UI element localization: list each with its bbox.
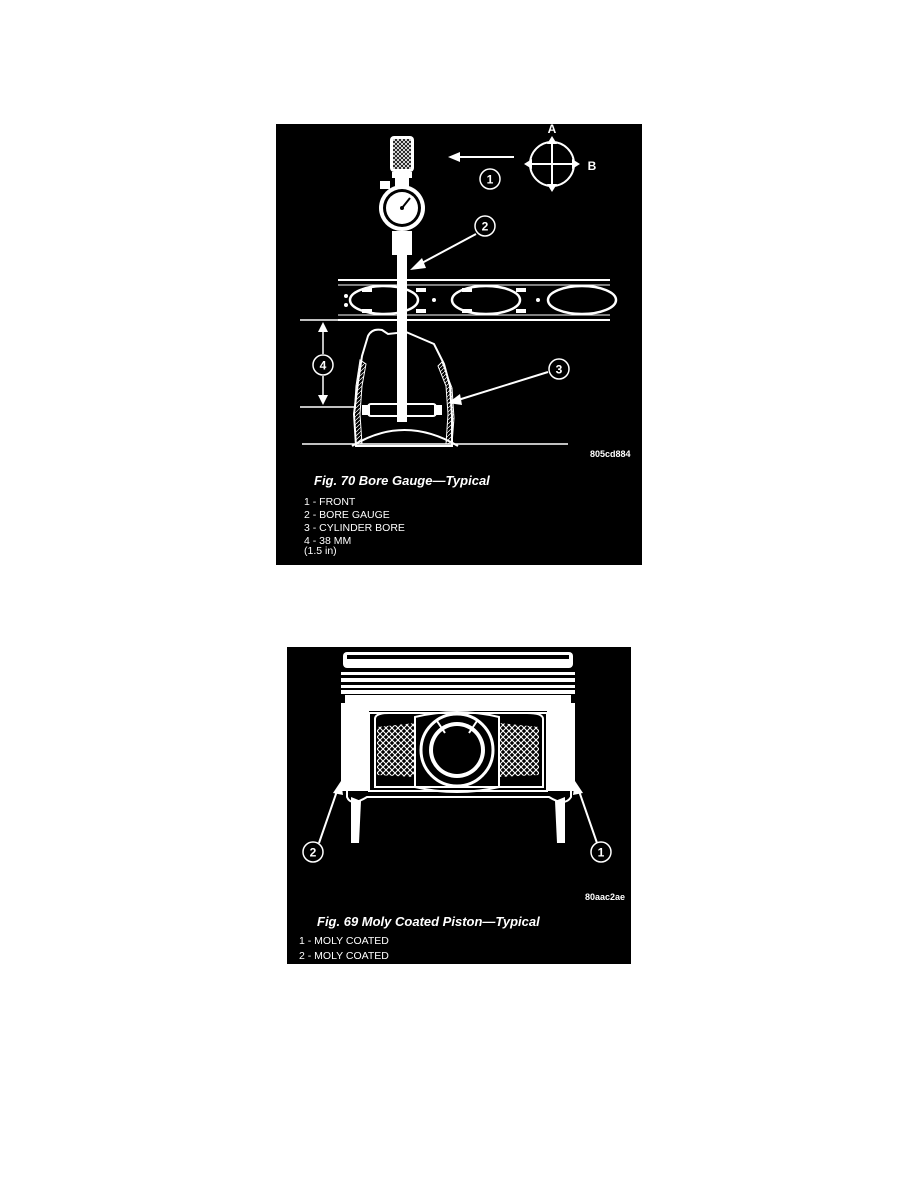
legend-item: 1 - FRONT bbox=[304, 496, 356, 508]
direction-compass bbox=[524, 124, 597, 192]
figure-legend bbox=[299, 934, 389, 964]
figure-legend bbox=[304, 496, 405, 558]
figure-moly-piston bbox=[287, 647, 631, 964]
callout-3-label: 3 bbox=[555, 362, 563, 377]
compass-label-b: B bbox=[587, 159, 597, 173]
front-arrow bbox=[448, 152, 514, 162]
callout-1-label: 1 bbox=[597, 845, 605, 860]
cylinder-block-deck bbox=[338, 280, 616, 320]
callout-1-leader bbox=[573, 781, 597, 843]
callout-2-leader bbox=[319, 781, 343, 843]
figure-code: 80aac2ae bbox=[585, 892, 626, 902]
callout-2-label: 2 bbox=[481, 219, 489, 234]
moly-coating-left bbox=[341, 711, 369, 791]
callout-2-label: 2 bbox=[309, 845, 317, 860]
figure-bore-gauge bbox=[276, 124, 642, 565]
piston-skirt bbox=[341, 703, 575, 843]
dimension-marker bbox=[300, 320, 356, 407]
legend-item: 3 - CYLINDER BORE bbox=[304, 522, 405, 534]
compass-label-a: A bbox=[547, 124, 557, 136]
legend-item: 2 - MOLY COATED bbox=[299, 950, 389, 962]
legend-item: (1.5 in) bbox=[304, 545, 337, 557]
cylinder-bore-section bbox=[302, 320, 568, 446]
moly-coating-right bbox=[547, 711, 575, 791]
legend-item: 1 - MOLY COATED bbox=[299, 935, 389, 947]
legend-item: 4 - 38 MM bbox=[304, 535, 352, 547]
figure-caption: Fig. 69 Moly Coated Piston—Typical bbox=[317, 914, 540, 929]
figure-caption: Fig. 70 Bore Gauge—Typical bbox=[314, 473, 490, 488]
callout-3-arrow bbox=[448, 372, 548, 405]
piston-crown bbox=[341, 652, 575, 703]
callout-1-label: 1 bbox=[486, 172, 494, 187]
figure-code: 805cd884 bbox=[590, 449, 631, 459]
legend-item: 2 - BORE GAUGE bbox=[304, 509, 390, 521]
callout-4-label: 4 bbox=[319, 358, 327, 373]
callout-2-arrow bbox=[410, 234, 476, 270]
